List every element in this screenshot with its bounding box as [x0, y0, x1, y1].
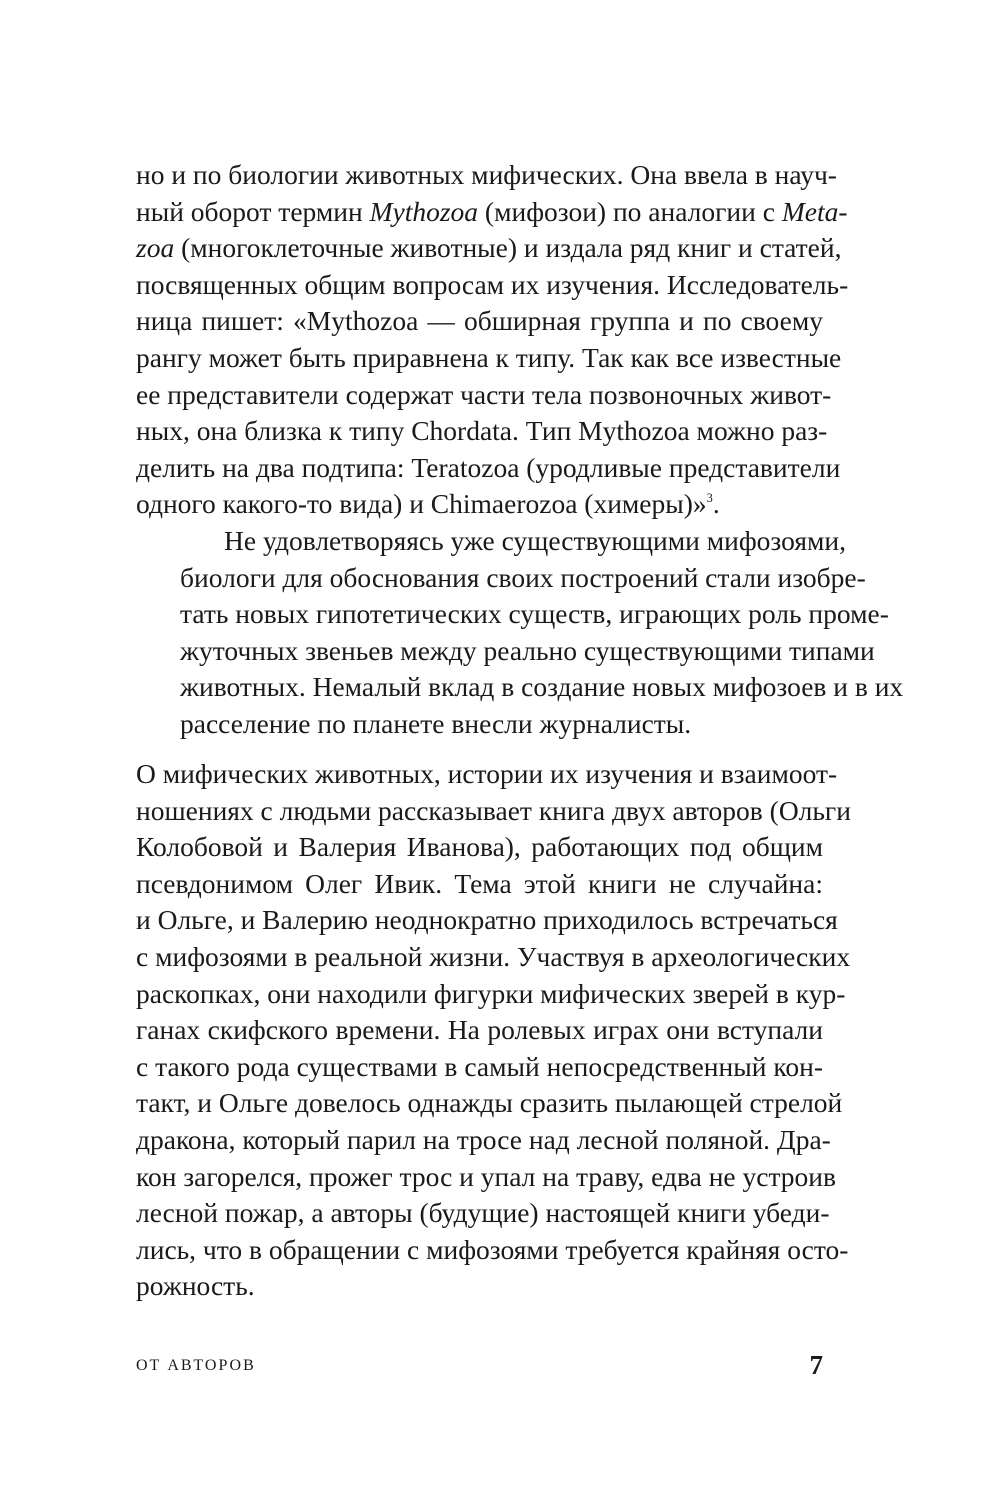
text-line [136, 230, 842, 267]
text-line: делить на два подтипа: Teratozoa (уродливые представители [136, 451, 841, 483]
text-line: расселение по планете внесли журналисты. [180, 707, 692, 739]
text-line: рожность. [136, 1270, 255, 1302]
text-line [136, 486, 823, 523]
text-line: лесной пожар, а авторы (будущие) настоящей книги убеди- [136, 1197, 830, 1229]
text-line: ее представители содержат части тела позвоночных живот- [136, 378, 832, 410]
body-text-block-1 [136, 157, 904, 743]
text-span: . [712, 488, 720, 520]
text-span: (мифозои) по аналогии с [478, 195, 782, 227]
text-line: животных. Немалый вклад в создание новых мифозоев и в их [180, 671, 904, 703]
text-line: Не удовлетворяясь уже существующими мифозоями, [224, 524, 846, 556]
text-span: одного какого-то вида) и Chimaerozoa (химеры)» [136, 488, 707, 520]
page-number: 7 [809, 1350, 823, 1380]
text-line: с мифозоями в реальной жизни. Участвуя в археологических [136, 940, 851, 972]
paragraph-about-book [136, 756, 851, 1305]
text-line: псевдонимом Олег Ивик. Тема этой книги не случайна: [136, 867, 823, 899]
text-line [136, 194, 848, 231]
text-line: такт, и Ольге довелось однажды сразить пылающей стрелой [136, 1087, 843, 1119]
footnote-marker[interactable]: 3 [706, 491, 713, 506]
running-footer-section-label: ОТ АВТОРОВ [136, 1357, 256, 1374]
text-line: ница пишет: «Mythozoa — обширная группа и по своему [136, 305, 823, 337]
text-line: с такого рода существами в самый непосредственный кон- [136, 1050, 823, 1082]
text-span: (многоклеточные животные) и издала ряд книг и статей, [174, 232, 842, 264]
text-line: О мифических животных, истории их изучения и взаимоот- [136, 758, 838, 789]
paragraph-mythozoa [136, 157, 849, 523]
italic-term-metazoa-part2: zoa [136, 232, 175, 264]
text-line: ганах скифского времени. На ролевых играх они вступали [136, 1014, 823, 1046]
italic-term-mythozoa: Mythozoa [369, 195, 479, 227]
text-line: раскопках, они находили фигурки мифических зверей в кур- [136, 977, 846, 1009]
text-line: ных, она близка к типу Chordata. Тип Mythozoa можно раз- [136, 415, 828, 447]
italic-term-metazoa-part1: Meta- [781, 195, 848, 227]
text-line: тать новых гипотетических существ, играющих роль проме- [180, 598, 889, 630]
text-line: кон загорелся, прожег трос и упал на траву, едва не устроив [136, 1160, 837, 1192]
body-text-block-2 [136, 756, 851, 1305]
text-line: Колобовой и Валерия Иванова), работающих под общим [136, 831, 823, 863]
text-line: посвященных общим вопросам их изучения. Исследователь- [136, 268, 849, 300]
text-line: лись, что в обращении с мифозоями требуется крайняя осто- [136, 1233, 849, 1265]
text-line: биологи для обоснования своих построений стали изобре- [180, 561, 866, 593]
text-line: дракона, который парил на тросе над лесной поляной. Дра- [136, 1123, 831, 1155]
text-line: рангу может быть приравнена к типу. Так как все известные [136, 341, 842, 373]
text-line: ношениях с людьми рассказывает книга двух авторов (Ольги [136, 794, 851, 826]
text-line: но и по биологии животных мифических. Она ввела в науч- [136, 159, 837, 190]
text-line: жуточных звеньев между реально существующими типами [180, 634, 875, 666]
paragraph-biologists [136, 523, 904, 743]
text-line: и Ольге, и Валерию неоднократно приходилось встречаться [136, 904, 838, 936]
text-span: ный оборот термин [136, 195, 370, 227]
